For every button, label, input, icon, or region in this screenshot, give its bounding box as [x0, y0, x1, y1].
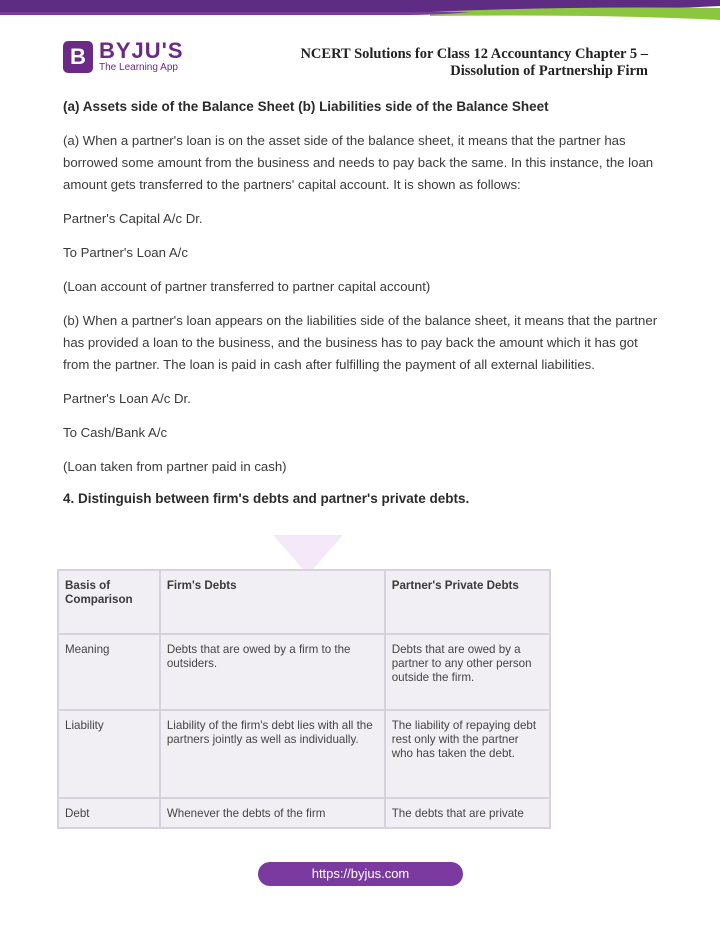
journal-entry-a3: (Loan account of partner transferred to partner capital account) — [63, 279, 431, 294]
brand-tagline: The Learning App — [99, 62, 178, 73]
top-decorative-band — [0, 0, 720, 26]
journal-entry-b1: Partner's Loan A/c Dr. — [63, 391, 191, 406]
journal-entry-a1: Partner's Capital A/c Dr. — [63, 211, 203, 226]
paragraph-b: (b) When a partner's loan appears on the liabilities side of the balance sheet, it means that the partner has provided a loan to the business, and the business has to pay back the amount which it has got from the partner. The loan is paid in cash after fulfilling the payment of all external liabilities. — [63, 313, 658, 372]
brand-name: BYJU'S — [99, 38, 184, 63]
byjus-logo — [63, 40, 184, 74]
document-body — [63, 96, 658, 510]
table-cell: Debts that are owed by a firm to the outsiders. — [161, 635, 384, 709]
table-header-cell: Partner's Private Debts — [386, 571, 549, 633]
table-header-cell: Firm's Debts — [161, 571, 384, 633]
table-cell: The debts that are private — [386, 799, 549, 827]
journal-entry-b3: (Loan taken from partner paid in cash) — [63, 459, 287, 474]
table-header-cell: Basis of Comparison — [59, 571, 159, 633]
footer-url-link[interactable]: https://byjus.com — [258, 862, 463, 886]
table-cell: Meaning — [59, 635, 159, 709]
table-header-row — [59, 571, 549, 633]
logo-mark-icon: B — [63, 41, 93, 73]
header-title-line2: Dissolution of Partnership Firm — [450, 63, 648, 79]
comparison-table — [57, 569, 551, 829]
table-cell: The liability of repaying debt rest only with the partner who has taken the debt. — [386, 711, 549, 797]
table-cell: Whenever the debts of the firm — [161, 799, 384, 827]
journal-entry-b2: To Cash/Bank A/c — [63, 425, 168, 440]
table-row — [59, 799, 549, 827]
table-cell: Liability — [59, 711, 159, 797]
table-row — [59, 711, 549, 797]
table-row — [59, 635, 549, 709]
journal-entry-a2: To Partner's Loan A/c — [63, 245, 188, 260]
question-heading: (a) Assets side of the Balance Sheet (b) Liabilities side of the Balance Sheet — [63, 99, 549, 114]
table-cell: Liability of the firm's debt lies with all the partners jointly as well as individually. — [161, 711, 384, 797]
document-header-title — [300, 46, 648, 80]
paragraph-a: (a) When a partner's loan is on the asset side of the balance sheet, it means that the partner has borrowed some amount from the business and needs to pay back the same. In this instance, the loan amount gets transferred to the partners' capital account. It is shown as follows: — [63, 133, 654, 192]
question-4-heading: 4. Distinguish between firm's debts and partner's private debts. — [63, 491, 470, 506]
table-cell: Debts that are owed by a partner to any other person outside the firm. — [386, 635, 549, 709]
header-title-line1: NCERT Solutions for Class 12 Accountancy Chapter 5 – — [300, 46, 648, 62]
table-cell: Debt — [59, 799, 159, 827]
